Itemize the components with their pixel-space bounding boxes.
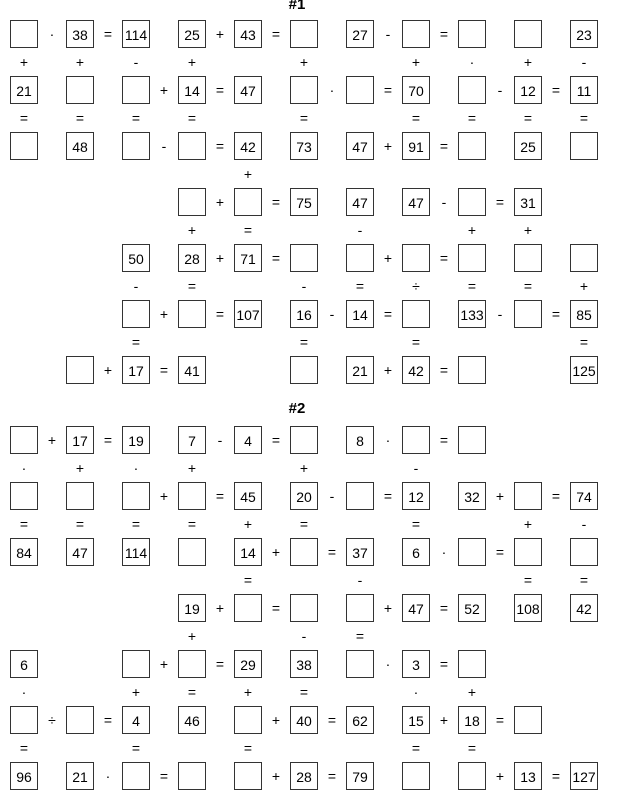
number-cell: 12 xyxy=(514,76,542,104)
number-cell: 4 xyxy=(122,706,150,734)
equals-sign: = xyxy=(439,26,449,42)
times-sign: · xyxy=(413,684,419,700)
equals-sign: = xyxy=(523,572,533,588)
number-cell: 91 xyxy=(402,132,430,160)
minus-sign: - xyxy=(301,628,307,644)
number-cell: 47 xyxy=(402,188,430,216)
minus-sign: - xyxy=(133,54,139,70)
empty-answer-cell[interactable] xyxy=(346,76,374,104)
number-cell: 42 xyxy=(570,594,598,622)
equals-sign: = xyxy=(439,250,449,266)
equals-sign: = xyxy=(551,82,561,98)
plus-sign: + xyxy=(495,488,505,504)
minus-sign: - xyxy=(357,572,363,588)
empty-answer-cell[interactable] xyxy=(514,482,542,510)
number-cell: 7 xyxy=(178,426,206,454)
number-cell: 79 xyxy=(346,762,374,790)
equals-sign: = xyxy=(271,26,281,42)
plus-sign: + xyxy=(243,684,253,700)
plus-sign: + xyxy=(103,362,113,378)
divide-sign: ÷ xyxy=(48,712,56,728)
number-cell: 38 xyxy=(66,20,94,48)
number-cell: 84 xyxy=(10,538,38,566)
empty-answer-cell[interactable] xyxy=(178,650,206,678)
minus-sign: - xyxy=(385,26,391,42)
number-cell: 21 xyxy=(66,762,94,790)
minus-sign: - xyxy=(581,516,587,532)
number-cell: 52 xyxy=(458,594,486,622)
number-cell: 14 xyxy=(178,76,206,104)
empty-answer-cell[interactable] xyxy=(66,76,94,104)
minus-sign: - xyxy=(301,278,307,294)
plus-sign: + xyxy=(131,684,141,700)
empty-answer-cell[interactable] xyxy=(458,20,486,48)
number-cell: 37 xyxy=(346,538,374,566)
plus-sign: + xyxy=(383,138,393,154)
equals-sign: = xyxy=(271,600,281,616)
minus-sign: - xyxy=(161,138,167,154)
minus-sign: - xyxy=(497,82,503,98)
empty-answer-cell[interactable] xyxy=(402,20,430,48)
number-cell: 40 xyxy=(290,706,318,734)
equals-sign: = xyxy=(551,306,561,322)
plus-sign: + xyxy=(47,432,57,448)
equals-sign: = xyxy=(103,712,113,728)
empty-answer-cell[interactable] xyxy=(178,538,206,566)
times-sign: · xyxy=(21,460,27,476)
number-cell: 75 xyxy=(290,188,318,216)
number-cell: 45 xyxy=(234,482,262,510)
plus-sign: + xyxy=(75,460,85,476)
equals-sign: = xyxy=(327,544,337,560)
empty-answer-cell[interactable] xyxy=(346,482,374,510)
number-cell: 25 xyxy=(178,20,206,48)
equals-sign: = xyxy=(131,334,141,350)
equals-sign: = xyxy=(411,516,421,532)
number-cell: 62 xyxy=(346,706,374,734)
number-cell: 28 xyxy=(290,762,318,790)
number-cell: 46 xyxy=(178,706,206,734)
times-sign: · xyxy=(49,26,55,42)
number-cell: 114 xyxy=(122,20,150,48)
plus-sign: + xyxy=(187,222,197,238)
number-cell: 127 xyxy=(570,762,598,790)
times-sign: · xyxy=(385,656,391,672)
minus-sign: - xyxy=(497,306,503,322)
empty-answer-cell[interactable] xyxy=(10,132,38,160)
equals-sign: = xyxy=(439,600,449,616)
equals-sign: = xyxy=(383,306,393,322)
number-cell: 42 xyxy=(402,356,430,384)
empty-answer-cell[interactable] xyxy=(458,426,486,454)
empty-answer-cell[interactable] xyxy=(458,650,486,678)
empty-answer-cell[interactable] xyxy=(234,188,262,216)
number-cell: 48 xyxy=(66,132,94,160)
plus-sign: + xyxy=(187,54,197,70)
empty-answer-cell[interactable] xyxy=(570,538,598,566)
number-cell: 21 xyxy=(10,76,38,104)
empty-answer-cell[interactable] xyxy=(10,20,38,48)
equals-sign: = xyxy=(551,488,561,504)
number-cell: 23 xyxy=(570,20,598,48)
equals-sign: = xyxy=(271,432,281,448)
equals-sign: = xyxy=(439,138,449,154)
number-cell: 18 xyxy=(458,706,486,734)
equals-sign: = xyxy=(439,432,449,448)
equals-sign: = xyxy=(411,740,421,756)
empty-answer-cell[interactable] xyxy=(514,244,542,272)
plus-sign: + xyxy=(19,54,29,70)
number-cell: 125 xyxy=(570,356,598,384)
number-cell: 71 xyxy=(234,244,262,272)
plus-sign: + xyxy=(383,250,393,266)
equals-sign: = xyxy=(299,110,309,126)
number-cell: 13 xyxy=(514,762,542,790)
minus-sign: - xyxy=(441,194,447,210)
number-cell: 15 xyxy=(402,706,430,734)
empty-answer-cell[interactable] xyxy=(234,594,262,622)
number-cell: 114 xyxy=(122,538,150,566)
equals-sign: = xyxy=(551,768,561,784)
empty-answer-cell[interactable] xyxy=(458,244,486,272)
equals-sign: = xyxy=(383,82,393,98)
equals-sign: = xyxy=(411,334,421,350)
number-cell: 73 xyxy=(290,132,318,160)
divide-sign: ÷ xyxy=(412,278,420,294)
number-cell: 14 xyxy=(346,300,374,328)
number-cell: 17 xyxy=(122,356,150,384)
plus-sign: + xyxy=(215,194,225,210)
empty-answer-cell[interactable] xyxy=(122,482,150,510)
plus-sign: + xyxy=(271,768,281,784)
number-cell: 3 xyxy=(402,650,430,678)
equals-sign: = xyxy=(243,572,253,588)
equals-sign: = xyxy=(159,362,169,378)
empty-answer-cell[interactable] xyxy=(346,650,374,678)
plus-sign: + xyxy=(579,278,589,294)
equals-sign: = xyxy=(495,194,505,210)
equals-sign: = xyxy=(467,110,477,126)
equals-sign: = xyxy=(187,278,197,294)
equals-sign: = xyxy=(215,82,225,98)
equals-sign: = xyxy=(383,488,393,504)
equals-sign: = xyxy=(19,110,29,126)
empty-answer-cell[interactable] xyxy=(570,244,598,272)
empty-answer-cell[interactable] xyxy=(122,132,150,160)
empty-answer-cell[interactable] xyxy=(66,356,94,384)
number-cell: 42 xyxy=(234,132,262,160)
number-cell: 20 xyxy=(290,482,318,510)
plus-sign: + xyxy=(439,712,449,728)
number-cell: 70 xyxy=(402,76,430,104)
equals-sign: = xyxy=(131,740,141,756)
empty-answer-cell[interactable] xyxy=(402,426,430,454)
empty-answer-cell[interactable] xyxy=(290,356,318,384)
equals-sign: = xyxy=(467,278,477,294)
equals-sign: = xyxy=(579,572,589,588)
number-cell: 47 xyxy=(346,188,374,216)
number-cell: 85 xyxy=(570,300,598,328)
empty-answer-cell[interactable] xyxy=(178,300,206,328)
number-cell: 96 xyxy=(10,762,38,790)
minus-sign: - xyxy=(357,222,363,238)
minus-sign: - xyxy=(413,460,419,476)
equals-sign: = xyxy=(411,110,421,126)
number-cell: 47 xyxy=(402,594,430,622)
plus-sign: + xyxy=(243,516,253,532)
empty-answer-cell[interactable] xyxy=(458,188,486,216)
empty-answer-cell[interactable] xyxy=(458,538,486,566)
plus-sign: + xyxy=(243,166,253,182)
number-cell: 29 xyxy=(234,650,262,678)
plus-sign: + xyxy=(187,628,197,644)
number-cell: 6 xyxy=(402,538,430,566)
number-cell: 8 xyxy=(346,426,374,454)
equals-sign: = xyxy=(299,684,309,700)
equals-sign: = xyxy=(271,194,281,210)
equals-sign: = xyxy=(19,740,29,756)
equals-sign: = xyxy=(187,684,197,700)
number-cell: 47 xyxy=(234,76,262,104)
number-cell: 4 xyxy=(234,426,262,454)
equals-sign: = xyxy=(215,306,225,322)
number-cell: 108 xyxy=(514,594,542,622)
empty-answer-cell[interactable] xyxy=(178,482,206,510)
empty-answer-cell[interactable] xyxy=(122,762,150,790)
number-cell: 47 xyxy=(66,538,94,566)
equals-sign: = xyxy=(579,110,589,126)
number-cell: 17 xyxy=(66,426,94,454)
equals-sign: = xyxy=(523,110,533,126)
empty-answer-cell[interactable] xyxy=(514,300,542,328)
empty-answer-cell[interactable] xyxy=(290,426,318,454)
equals-sign: = xyxy=(19,516,29,532)
empty-answer-cell[interactable] xyxy=(402,762,430,790)
empty-answer-cell[interactable] xyxy=(10,482,38,510)
empty-answer-cell[interactable] xyxy=(66,482,94,510)
empty-answer-cell[interactable] xyxy=(458,132,486,160)
minus-sign: - xyxy=(329,488,335,504)
plus-sign: + xyxy=(271,712,281,728)
equals-sign: = xyxy=(495,544,505,560)
equals-sign: = xyxy=(327,712,337,728)
number-cell: 16 xyxy=(290,300,318,328)
plus-sign: + xyxy=(159,656,169,672)
number-cell: 41 xyxy=(178,356,206,384)
empty-answer-cell[interactable] xyxy=(234,706,262,734)
empty-answer-cell[interactable] xyxy=(234,762,262,790)
puzzle-title: #1 xyxy=(288,0,306,13)
equals-sign: = xyxy=(579,334,589,350)
equals-sign: = xyxy=(103,432,113,448)
number-cell: 27 xyxy=(346,20,374,48)
number-cell: 107 xyxy=(234,300,262,328)
empty-answer-cell[interactable] xyxy=(122,300,150,328)
plus-sign: + xyxy=(159,306,169,322)
equals-sign: = xyxy=(131,110,141,126)
empty-answer-cell[interactable] xyxy=(290,538,318,566)
number-cell: 74 xyxy=(570,482,598,510)
times-sign: · xyxy=(469,54,475,70)
times-sign: · xyxy=(385,432,391,448)
plus-sign: + xyxy=(215,250,225,266)
empty-answer-cell[interactable] xyxy=(514,706,542,734)
minus-sign: - xyxy=(581,54,587,70)
empty-answer-cell[interactable] xyxy=(458,76,486,104)
number-cell: 43 xyxy=(234,20,262,48)
plus-sign: + xyxy=(411,54,421,70)
empty-answer-cell[interactable] xyxy=(514,538,542,566)
number-cell: 31 xyxy=(514,188,542,216)
equals-sign: = xyxy=(75,110,85,126)
empty-answer-cell[interactable] xyxy=(10,706,38,734)
number-cell: 28 xyxy=(178,244,206,272)
number-cell: 14 xyxy=(234,538,262,566)
empty-answer-cell[interactable] xyxy=(122,76,150,104)
plus-sign: + xyxy=(299,460,309,476)
equals-sign: = xyxy=(523,278,533,294)
plus-sign: + xyxy=(159,488,169,504)
equals-sign: = xyxy=(327,768,337,784)
empty-answer-cell[interactable] xyxy=(10,426,38,454)
plus-sign: + xyxy=(383,600,393,616)
plus-sign: + xyxy=(299,54,309,70)
plus-sign: + xyxy=(215,600,225,616)
plus-sign: + xyxy=(495,768,505,784)
empty-answer-cell[interactable] xyxy=(178,132,206,160)
number-cell: 50 xyxy=(122,244,150,272)
plus-sign: + xyxy=(383,362,393,378)
equals-sign: = xyxy=(355,628,365,644)
equals-sign: = xyxy=(215,488,225,504)
equals-sign: = xyxy=(467,740,477,756)
times-sign: · xyxy=(133,460,139,476)
plus-sign: + xyxy=(523,54,533,70)
equals-sign: = xyxy=(131,516,141,532)
plus-sign: + xyxy=(467,684,477,700)
number-cell: 21 xyxy=(346,356,374,384)
number-cell: 133 xyxy=(458,300,486,328)
empty-answer-cell[interactable] xyxy=(402,300,430,328)
empty-answer-cell[interactable] xyxy=(290,20,318,48)
equals-sign: = xyxy=(271,250,281,266)
equals-sign: = xyxy=(75,516,85,532)
equals-sign: = xyxy=(215,138,225,154)
equals-sign: = xyxy=(159,768,169,784)
plus-sign: + xyxy=(523,516,533,532)
number-cell: 6 xyxy=(10,650,38,678)
equals-sign: = xyxy=(439,656,449,672)
equals-sign: = xyxy=(355,278,365,294)
empty-answer-cell[interactable] xyxy=(346,244,374,272)
number-cell: 19 xyxy=(122,426,150,454)
equals-sign: = xyxy=(495,712,505,728)
puzzle-title: #2 xyxy=(288,400,306,417)
number-cell: 32 xyxy=(458,482,486,510)
plus-sign: + xyxy=(523,222,533,238)
plus-sign: + xyxy=(215,26,225,42)
empty-answer-cell[interactable] xyxy=(178,188,206,216)
equals-sign: = xyxy=(243,740,253,756)
plus-sign: + xyxy=(271,544,281,560)
plus-sign: + xyxy=(159,82,169,98)
equals-sign: = xyxy=(439,362,449,378)
equals-sign: = xyxy=(215,656,225,672)
equals-sign: = xyxy=(299,334,309,350)
times-sign: · xyxy=(329,82,335,98)
empty-answer-cell[interactable] xyxy=(346,594,374,622)
times-sign: · xyxy=(441,544,447,560)
empty-answer-cell[interactable] xyxy=(458,356,486,384)
minus-sign: - xyxy=(217,432,223,448)
number-cell: 12 xyxy=(402,482,430,510)
minus-sign: - xyxy=(329,306,335,322)
number-cell: 47 xyxy=(346,132,374,160)
empty-answer-cell[interactable] xyxy=(66,706,94,734)
equals-sign: = xyxy=(187,110,197,126)
plus-sign: + xyxy=(467,222,477,238)
empty-answer-cell[interactable] xyxy=(458,762,486,790)
equals-sign: = xyxy=(243,222,253,238)
empty-answer-cell[interactable] xyxy=(514,20,542,48)
number-cell: 38 xyxy=(290,650,318,678)
number-cell: 11 xyxy=(570,76,598,104)
equals-sign: = xyxy=(187,516,197,532)
empty-answer-cell[interactable] xyxy=(178,762,206,790)
empty-answer-cell[interactable] xyxy=(402,244,430,272)
empty-answer-cell[interactable] xyxy=(122,650,150,678)
empty-answer-cell[interactable] xyxy=(290,76,318,104)
number-cell: 19 xyxy=(178,594,206,622)
equals-sign: = xyxy=(299,516,309,532)
equals-sign: = xyxy=(103,26,113,42)
plus-sign: + xyxy=(187,460,197,476)
number-cell: 25 xyxy=(514,132,542,160)
times-sign: · xyxy=(105,768,111,784)
times-sign: · xyxy=(21,684,27,700)
empty-answer-cell[interactable] xyxy=(290,244,318,272)
empty-answer-cell[interactable] xyxy=(290,594,318,622)
empty-answer-cell[interactable] xyxy=(570,132,598,160)
plus-sign: + xyxy=(75,54,85,70)
minus-sign: - xyxy=(133,278,139,294)
